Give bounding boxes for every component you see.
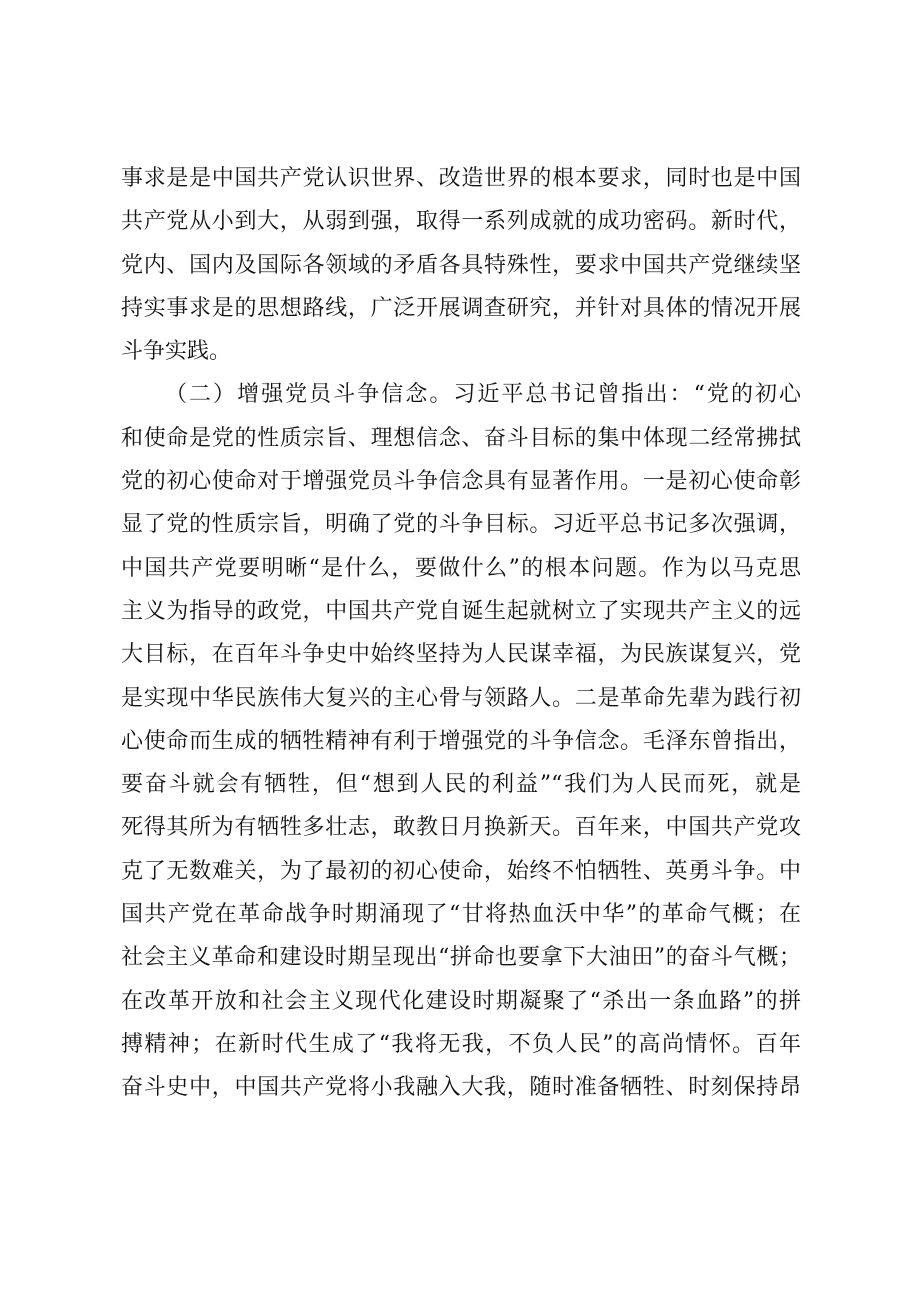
text-line: 是实现中华民族伟大复兴的主心骨与领路人。二是革命先辈为践行初 xyxy=(121,685,801,711)
text-line: 搏精神；在新时代生成了“我将无我，不负人民”的高尚情怀。百年 xyxy=(121,1031,801,1057)
text-line: 党的初心使命对于增强党员斗争信念具有显著作用。一是初心使命彰 xyxy=(121,469,801,495)
text-line: 国共产党在革命战争时期涌现了“甘将热血沃中华”的革命气概；在 xyxy=(121,902,801,928)
text-line: 显了党的性质宗旨，明确了党的斗争目标。习近平总书记多次强调， xyxy=(121,512,801,538)
text-line: 心使命而生成的牺牲精神有利于增强党的斗争信念。毛泽东曾指出， xyxy=(121,728,801,754)
text-line: 奋斗史中，中国共产党将小我融入大我，随时准备牺牲、时刻保持昂 xyxy=(121,1075,801,1101)
body-text xyxy=(121,157,801,1110)
text-line: 共产党从小到大，从弱到强，取得一系列成就的成功密码。新时代， xyxy=(121,209,801,235)
text-line: 在改革开放和社会主义现代化建设时期凝聚了“杀出一条血路”的拼 xyxy=(121,988,801,1014)
text-line: 持实事求是的思想路线，广泛开展调查研究，并针对具体的情况开展 xyxy=(121,295,801,321)
text-line: 中国共产党要明晰“是什么，要做什么”的根本问题。作为以马克思 xyxy=(121,555,801,581)
text-line: 事求是是中国共产党认识世界、改造世界的根本要求，同时也是中国 xyxy=(121,166,801,191)
text-line: 和使命是党的性质宗旨、理想信念、奋斗目标的集中体现二经常拂拭 xyxy=(121,425,801,451)
text-line: 死得其所为有牺牲多壮志，敢教日月换新天。百年来，中国共产党攻 xyxy=(121,815,801,841)
text-line: 主义为指导的政党，中国共产党自诞生起就树立了实现共产主义的远 xyxy=(121,598,801,624)
text-line: 斗争实践。 xyxy=(121,339,232,365)
text-line: 克了无数难关，为了最初的初心使命，始终不怕牺牲、英勇斗争。中 xyxy=(121,858,801,884)
text-line: 大目标，在百年斗争史中始终坚持为人民谋幸福，为民族谋复兴，党 xyxy=(121,642,801,668)
text-line: 党内、国内及国际各领域的矛盾各具特殊性，要求中国共产党继续坚 xyxy=(121,252,801,278)
text-line: 要奋斗就会有牺牲，但“想到人民的利益”“我们为人民而死，就是 xyxy=(121,772,801,798)
section-heading-line: （二）增强党员斗争信念。习近平总书记曾指出：“党的初心 xyxy=(165,382,801,408)
text-line: 社会主义革命和建设时期呈现出“拼命也要拿下大油田”的奋斗气概； xyxy=(121,945,801,971)
